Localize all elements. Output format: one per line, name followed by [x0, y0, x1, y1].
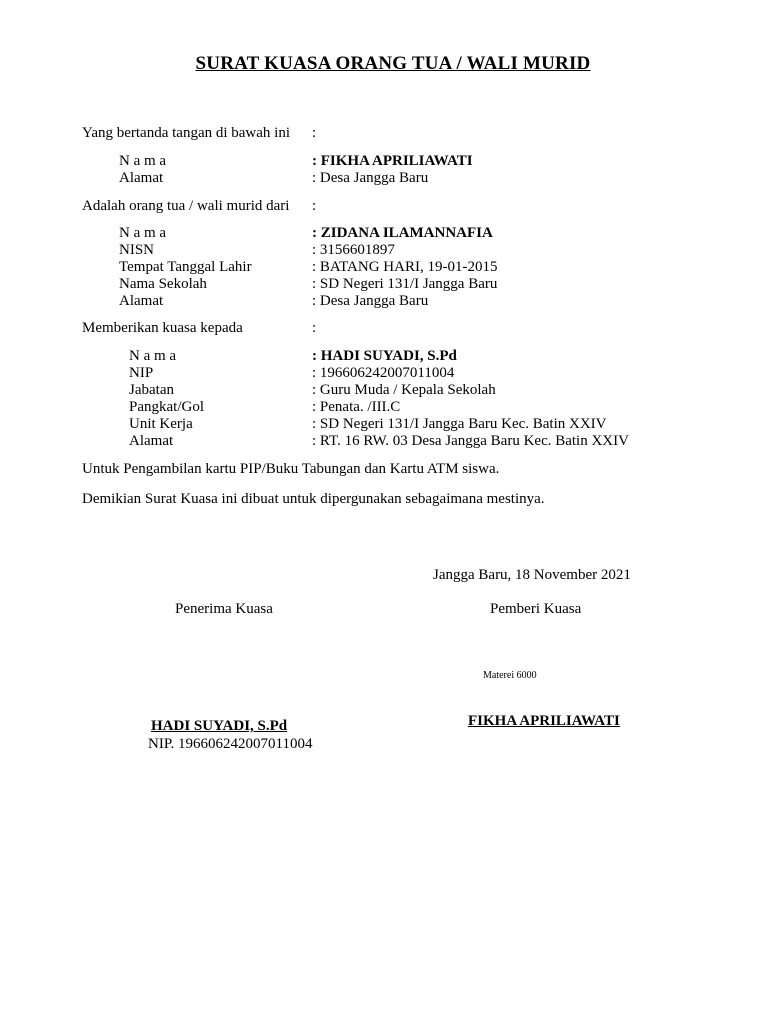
recipient-intro: Memberikan kuasa kepada — [82, 320, 243, 336]
stamp-note: Materei 6000 — [483, 670, 537, 681]
signer-name-value: : FIKHA APRILIAWATI — [312, 153, 473, 169]
recipient-intro-colon: : — [312, 320, 317, 336]
student-school-label: Nama Sekolah — [119, 276, 207, 292]
recipient-nip-label: NIP — [129, 365, 154, 381]
student-nisn-value: : 3156601897 — [312, 242, 395, 258]
student-birth-label: Tempat Tanggal Lahir — [119, 259, 252, 275]
letter-title: SURAT KUASA ORANG TUA / WALI MURID — [195, 53, 591, 74]
recipient-rank-label: Pangkat/Gol — [129, 399, 204, 415]
student-name-value: : ZIDANA ILAMANNAFIA — [312, 225, 493, 241]
student-birth-value: : BATANG HARI, 19-01-2015 — [312, 259, 498, 275]
student-nisn-label: NISN — [119, 242, 155, 258]
signer-intro: Yang bertanda tangan di bawah ini — [82, 125, 291, 141]
place-date: Jangga Baru, 18 November 2021 — [433, 567, 631, 583]
receiver-signature-name: HADI SUYADI, S.Pd — [151, 718, 288, 734]
recipient-position-label: Jabatan — [129, 382, 174, 398]
student-address-value: : Desa Jangga Baru — [312, 293, 429, 309]
giver-caption: Pemberi Kuasa — [490, 601, 582, 617]
recipient-address-value: : RT. 16 RW. 03 Desa Jangga Baru Kec. Batin XXIV — [312, 433, 629, 449]
student-intro-colon: : — [312, 198, 317, 214]
signer-intro-colon: : — [312, 125, 317, 141]
closing-text: Demikian Surat Kuasa ini dibuat untuk dipergunakan sebagaimana mestinya. — [82, 491, 545, 507]
signer-address-label: Alamat — [119, 170, 164, 186]
recipient-rank-value: : Penata. /III.C — [312, 399, 401, 415]
recipient-nip-value: : 196606242007011004 — [312, 365, 455, 381]
purpose-text: Untuk Pengambilan kartu PIP/Buku Tabungan dan Kartu ATM siswa. — [82, 461, 500, 477]
recipient-unit-value: : SD Negeri 131/I Jangga Baru Kec. Batin XXIV — [312, 416, 607, 432]
recipient-name-label: N a m a — [129, 348, 177, 364]
signer-address-value: : Desa Jangga Baru — [312, 170, 429, 186]
receiver-nip: NIP. 196606242007011004 — [148, 736, 313, 752]
recipient-name-value: : HADI SUYADI, S.Pd — [312, 348, 457, 364]
recipient-position-value: : Guru Muda / Kepala Sekolah — [312, 382, 496, 398]
signer-name-label: N a m a — [119, 153, 167, 169]
student-intro: Adalah orang tua / wali murid dari — [82, 198, 290, 214]
receiver-caption: Penerima Kuasa — [175, 601, 273, 617]
student-name-label: N a m a — [119, 225, 167, 241]
student-address-label: Alamat — [119, 293, 164, 309]
recipient-address-label: Alamat — [129, 433, 174, 449]
recipient-unit-label: Unit Kerja — [129, 416, 193, 432]
student-school-value: : SD Negeri 131/I Jangga Baru — [312, 276, 498, 292]
giver-signature-name: FIKHA APRILIAWATI — [468, 713, 620, 729]
